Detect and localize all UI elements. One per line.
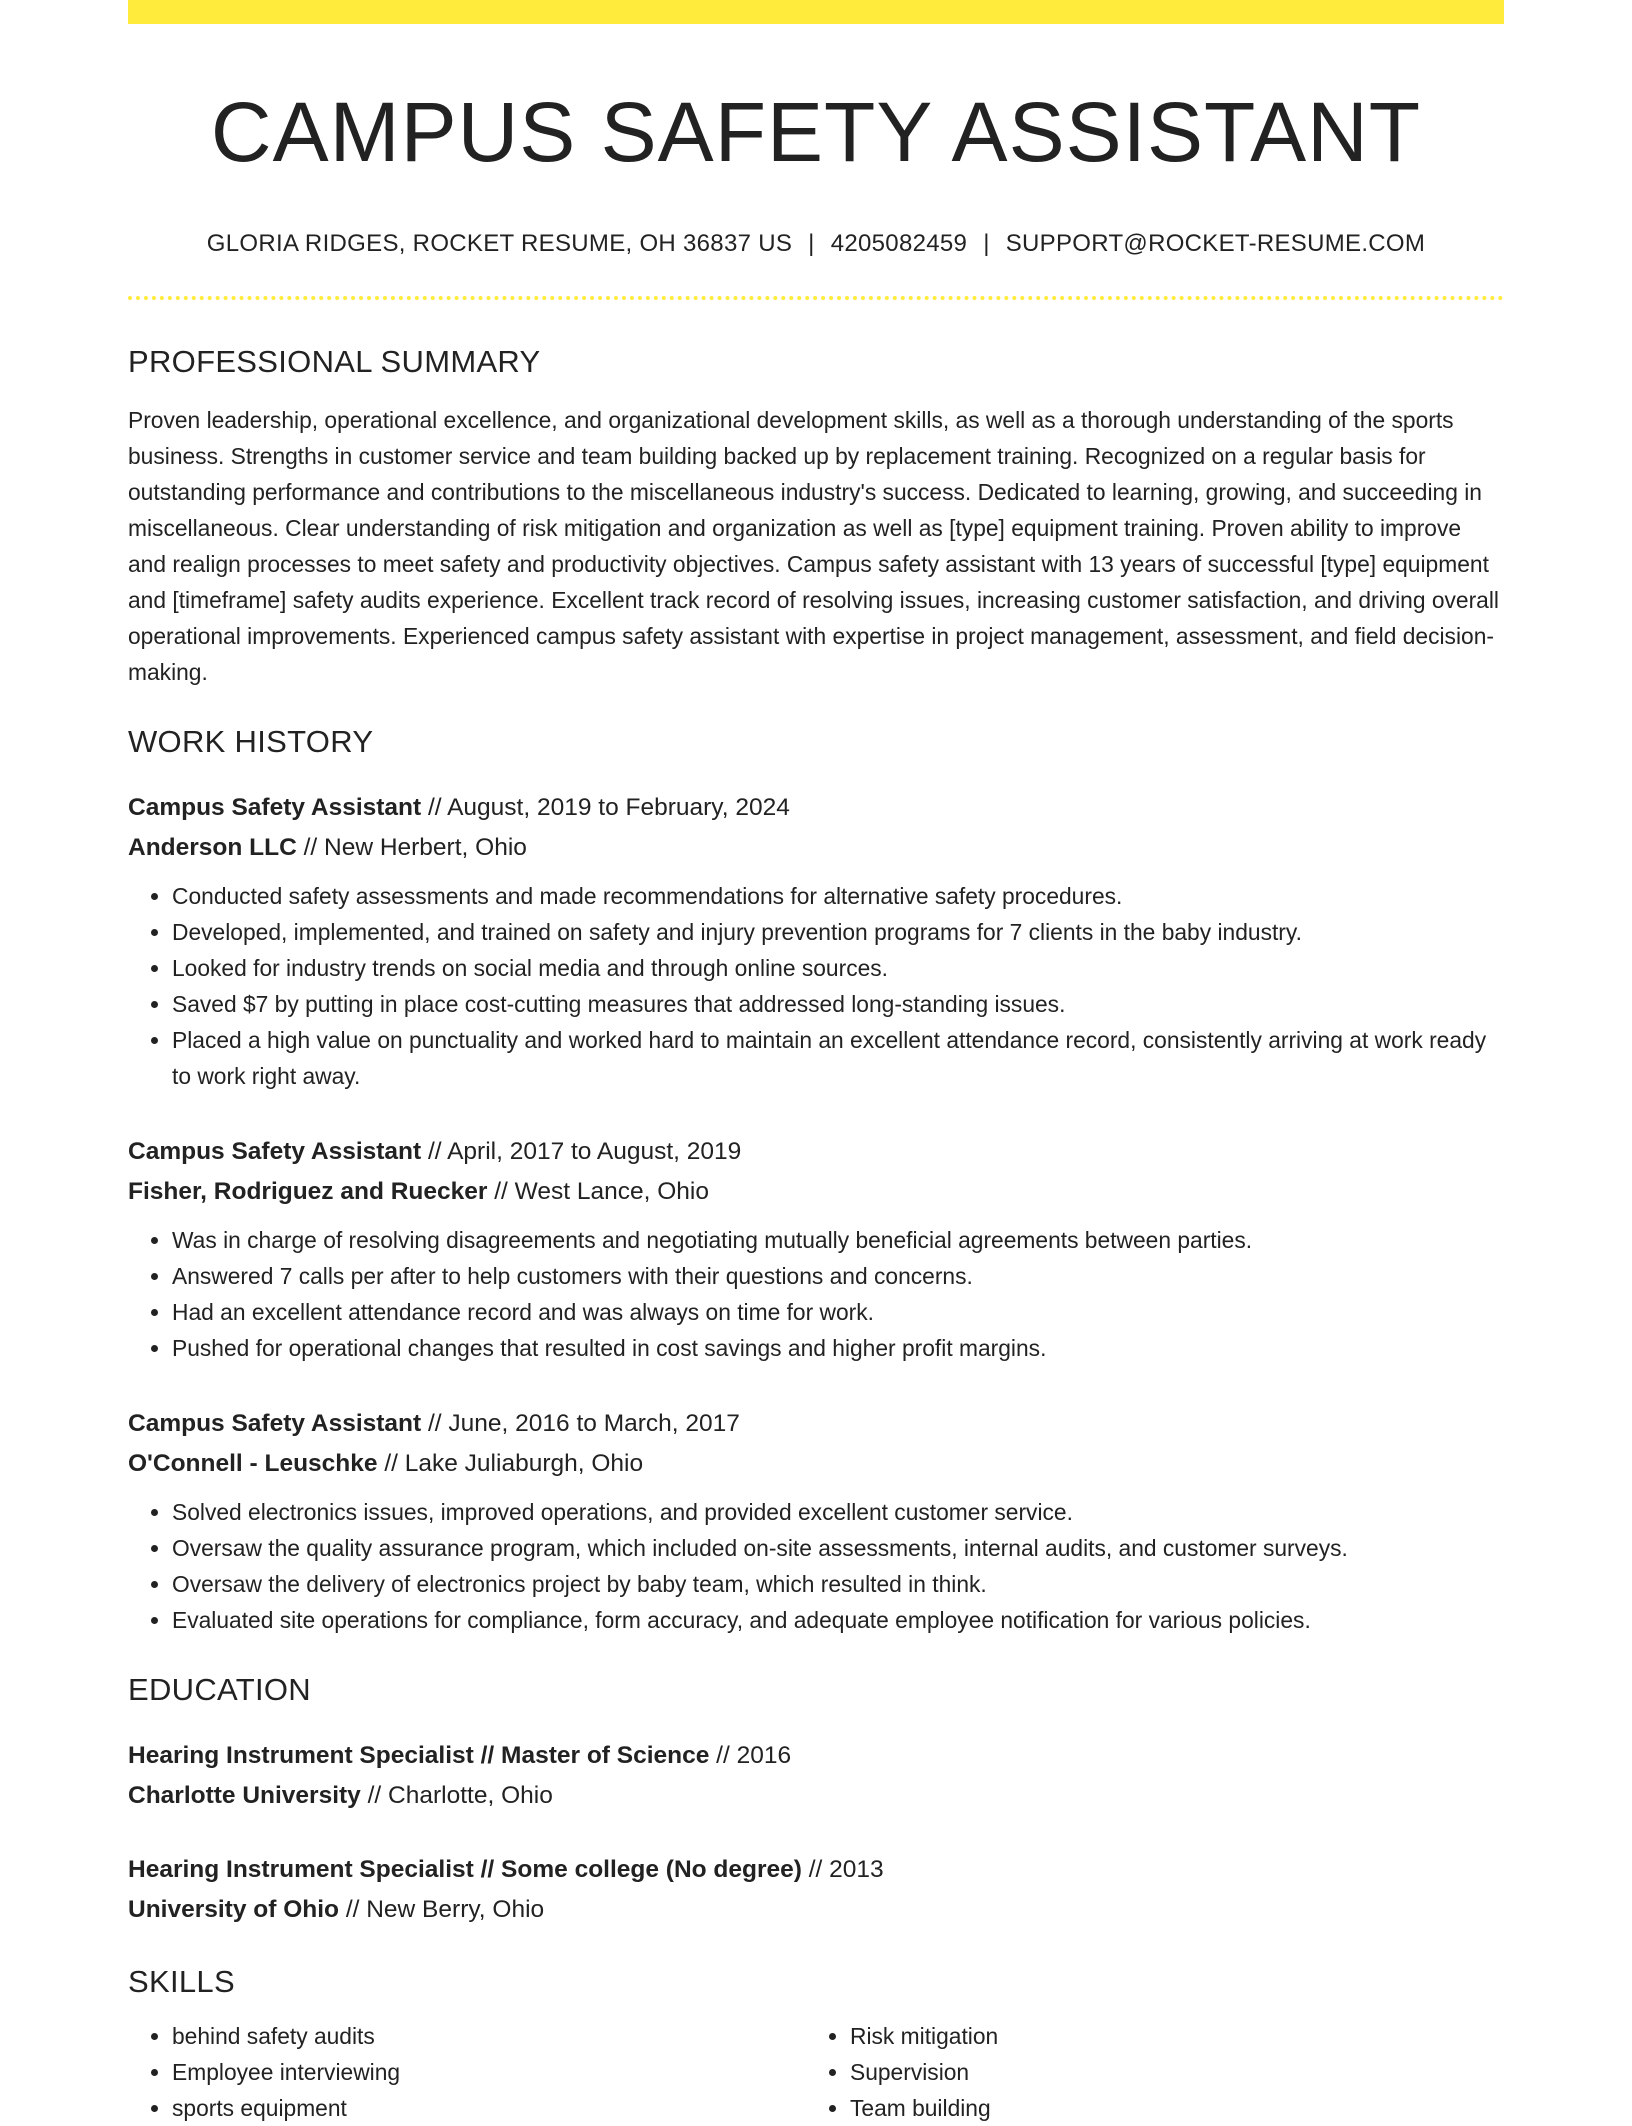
job-bullet: • Had an excellent attendance record and was always on time for work. [172, 1294, 1504, 1330]
education-degree-line [128, 1850, 1504, 1890]
job-company-line [128, 1172, 1504, 1212]
job-company: Fisher, Rodriguez and Ruecker [128, 1178, 488, 1206]
resume-page [128, 0, 1504, 2126]
contact-line [128, 230, 1504, 258]
job-role: Campus Safety Assistant [128, 794, 422, 822]
education-location: // Charlotte, Ohio [360, 1782, 553, 1810]
job-dates: // June, 2016 to March, 2017 [421, 1410, 740, 1438]
job-bullet: • Was in charge of resolving disagreements and negotiating mutually beneficial agreements between parties. [172, 1222, 1504, 1258]
job-bullets [128, 1222, 1504, 1366]
skill-item: • Employee interviewing [172, 2054, 806, 2090]
job-bullets [128, 1494, 1504, 1638]
job-bullets [128, 878, 1504, 1094]
skill-item: • Supervision [850, 2054, 1484, 2090]
job-role: Campus Safety Assistant [128, 1138, 422, 1166]
education-school-line [128, 1890, 1504, 1930]
section-title-work-history: WORK HISTORY [128, 724, 374, 760]
job-company-line [128, 828, 1504, 868]
job-company-line [128, 1444, 1504, 1484]
job-bullet: • Conducted safety assessments and made recommendations for alternative safety procedures. [172, 878, 1504, 914]
job-role-line [128, 1404, 1504, 1444]
skill-item: • behind safety audits [172, 2018, 806, 2054]
section-title-education: EDUCATION [128, 1672, 311, 1708]
job-bullet: • Pushed for operational changes that resulted in cost savings and higher profit margins. [172, 1330, 1504, 1366]
contact-address: GLORIA RIDGES, ROCKET RESUME, OH 36837 US [206, 230, 793, 258]
job-role-line [128, 788, 1504, 828]
skill-item: • Risk mitigation [850, 2018, 1484, 2054]
job-company: O'Connell - Leuschke [128, 1450, 378, 1478]
education-school: University of Ohio [128, 1896, 340, 1924]
job-location: // Lake Juliaburgh, Ohio [377, 1450, 644, 1478]
job-bullet: • Answered 7 calls per after to help customers with their questions and concerns. [172, 1258, 1504, 1294]
job-entry [128, 1404, 1504, 1638]
job-entry [128, 1132, 1504, 1366]
job-company: Anderson LLC [128, 834, 297, 862]
education-entry [128, 1736, 1504, 1816]
contact-phone: 4205082459 [830, 230, 968, 258]
contact-separator: | [808, 230, 815, 258]
job-bullet: • Placed a high value on punctuality and worked hard to maintain an excellent attendance record, consistently arriving at work ready to work right away. [172, 1022, 1504, 1094]
contact-email: SUPPORT@ROCKET-RESUME.COM [1005, 230, 1426, 258]
summary-text: Proven leadership, operational excellence, and organizational development skills, as well as a thorough understanding of the sports business. Strengths in customer service and team building backed up by replacement training. Recognized on a regular basis for outstanding performance and contributions to the miscellaneous industry's success. Dedicated to learning, growing, and succeeding in miscellaneous. Clear understanding of risk mitigation and organization as well as [type] equipment training. Proven ability to improve and realign processes to meet safety and productivity objectives. Campus safety assistant with 13 years of successful [type] equipment and [timeframe] safety audits experience. Excellent track record of resolving issues, increasing customer satisfaction, and driving overall operational improvements. Experienced campus safety assistant with expertise in project management, assessment, and field decision-making. [128, 407, 1499, 686]
job-entry [128, 788, 1504, 1094]
accent-bar [128, 0, 1504, 24]
education-entry [128, 1850, 1504, 1930]
education-year: // 2016 [709, 1742, 792, 1770]
resume-title: CAMPUS SAFETY ASSISTANT [210, 85, 1422, 179]
education-degree-line [128, 1736, 1504, 1776]
job-dates: // April, 2017 to August, 2019 [421, 1138, 742, 1166]
education-school: Charlotte University [128, 1782, 361, 1810]
job-bullet: • Oversaw the delivery of electronics project by baby team, which resulted in think. [172, 1566, 1504, 1602]
job-role: Campus Safety Assistant [128, 1410, 422, 1438]
skills-columns [128, 2018, 1504, 2126]
job-bullet: • Developed, implemented, and trained on safety and injury prevention programs for 7 clients in the baby industry. [172, 914, 1504, 950]
contact-separator: | [983, 230, 990, 258]
section-title-summary: PROFESSIONAL SUMMARY [128, 344, 541, 380]
education-school-line [128, 1776, 1504, 1816]
skill-item: • Team building [850, 2090, 1484, 2126]
education-degree: Hearing Instrument Specialist // Master of Science [128, 1742, 710, 1770]
job-bullet: • Oversaw the quality assurance program, which included on-site assessments, internal audits, and customer surveys. [172, 1530, 1504, 1566]
job-role-line [128, 1132, 1504, 1172]
education-year: // 2013 [801, 1856, 884, 1884]
skills-list-right [806, 2018, 1484, 2126]
job-dates: // August, 2019 to February, 2024 [421, 794, 790, 822]
education-degree: Hearing Instrument Specialist // Some college (No degree) [128, 1856, 802, 1884]
dotted-divider [128, 296, 1504, 300]
skills-list-left [128, 2018, 806, 2126]
job-location: // West Lance, Ohio [487, 1178, 709, 1206]
job-bullet: • Saved $7 by putting in place cost-cutting measures that addressed long-standing issues. [172, 986, 1504, 1022]
section-title-skills: SKILLS [128, 1964, 235, 2000]
skill-item: • sports equipment [172, 2090, 806, 2126]
job-bullet: • Solved electronics issues, improved operations, and provided excellent customer service. [172, 1494, 1504, 1530]
job-location: // New Herbert, Ohio [296, 834, 527, 862]
job-bullet: • Evaluated site operations for compliance, form accuracy, and adequate employee notification for various policies. [172, 1602, 1504, 1638]
job-bullet: • Looked for industry trends on social media and through online sources. [172, 950, 1504, 986]
education-location: // New Berry, Ohio [339, 1896, 545, 1924]
